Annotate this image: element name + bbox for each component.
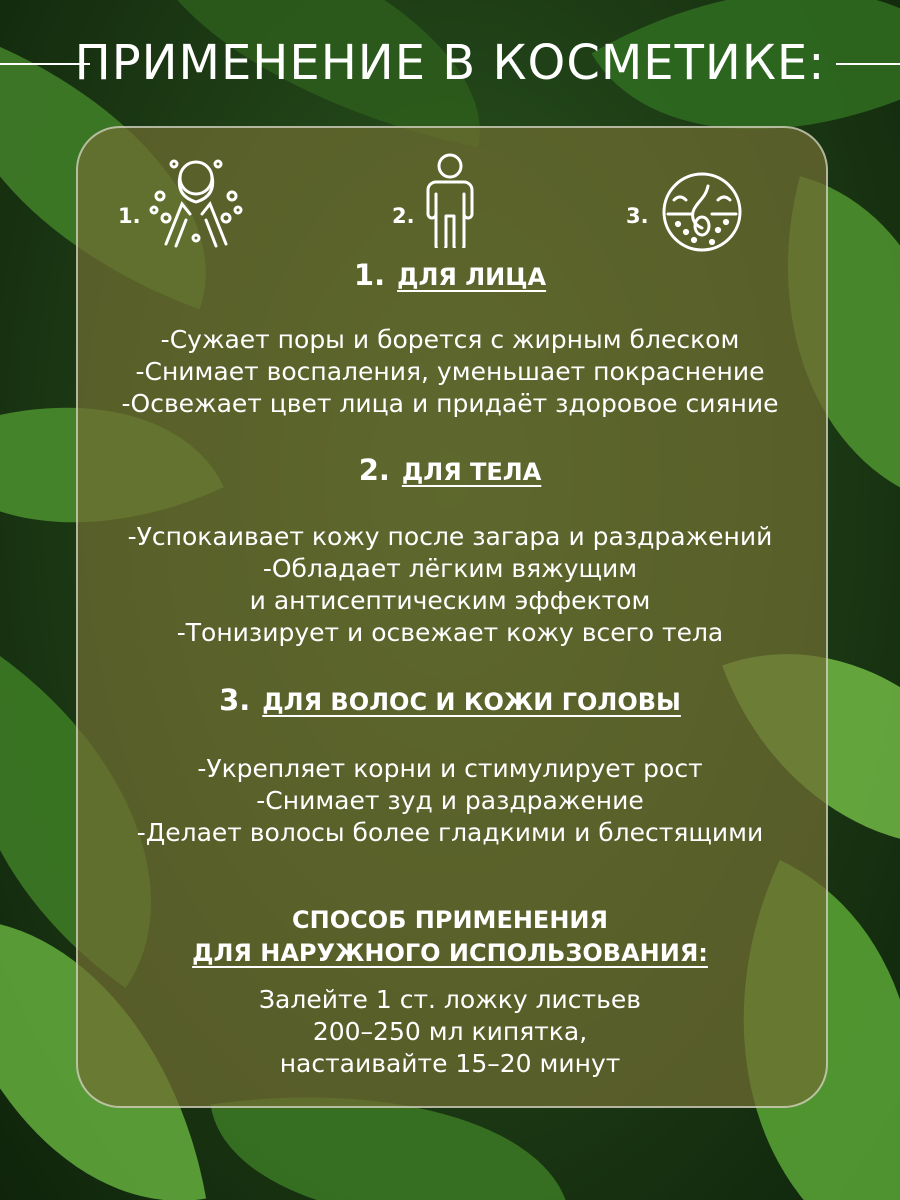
section-number: 3. (219, 683, 251, 717)
section-heading-hair (0, 683, 900, 717)
icon-number: 1. (118, 204, 141, 228)
method-title-line2: ДЛЯ НАРУЖНОГО ИСПОЛЬЗОВАНИЯ: (192, 939, 708, 967)
list-item: -Снимает воспаления, уменьшает покраснение (135, 357, 765, 386)
list-item: -Сужает поры и борется с жирным блеском (160, 325, 740, 354)
section-list-body (0, 521, 900, 649)
page-title: ПРИМЕНЕНИЕ В КОСМЕТИКЕ: (74, 35, 826, 91)
instruction-line: настаивайте 15–20 минут (279, 1049, 621, 1078)
method-title-line1: СПОСОБ ПРИМЕНЕНИЯ (292, 906, 608, 934)
icon-row (0, 152, 900, 252)
section-list-face (0, 324, 900, 420)
list-item: -Делает волосы более гладкими и блестящими (136, 818, 764, 847)
human-body-icon (420, 152, 480, 252)
instruction-line: 200–250 мл кипятка, (312, 1017, 588, 1046)
method-instructions (0, 984, 900, 1080)
hair-follicle-icon (660, 170, 744, 258)
list-item: -Тонизирует и освежает кожу всего тела (176, 618, 724, 647)
icon-number: 3. (626, 204, 649, 228)
list-item: -Снимает зуд и раздражение (256, 786, 644, 815)
list-item: -Успокаивает кожу после загара и раздражений (127, 522, 773, 551)
title-row (0, 30, 900, 100)
section-number: 1. (353, 258, 386, 292)
icon-number: 2. (392, 204, 415, 228)
section-heading-body (0, 453, 900, 487)
face-washing-icon (146, 152, 246, 252)
list-item: -Освежает цвет лица и придаёт здоровое сияние (121, 389, 779, 418)
section-heading-face (0, 258, 900, 292)
list-item: -Обладает лёгким вяжущим (262, 554, 638, 583)
title-divider-right (836, 63, 900, 65)
method-title (0, 904, 900, 970)
section-title: ДЛЯ ЛИЦА (397, 263, 547, 291)
section-title: ДЛЯ ТЕЛА (401, 458, 542, 486)
list-item: -Укрепляет корни и стимулирует рост (197, 754, 703, 783)
instruction-line: Залейте 1 ст. ложку листьев (259, 985, 641, 1014)
list-item: и антисептическим эффектом (249, 586, 651, 615)
section-title: ДЛЯ ВОЛОС И КОЖИ ГОЛОВЫ (262, 688, 681, 716)
section-number: 2. (358, 453, 390, 487)
section-list-hair (0, 753, 900, 849)
